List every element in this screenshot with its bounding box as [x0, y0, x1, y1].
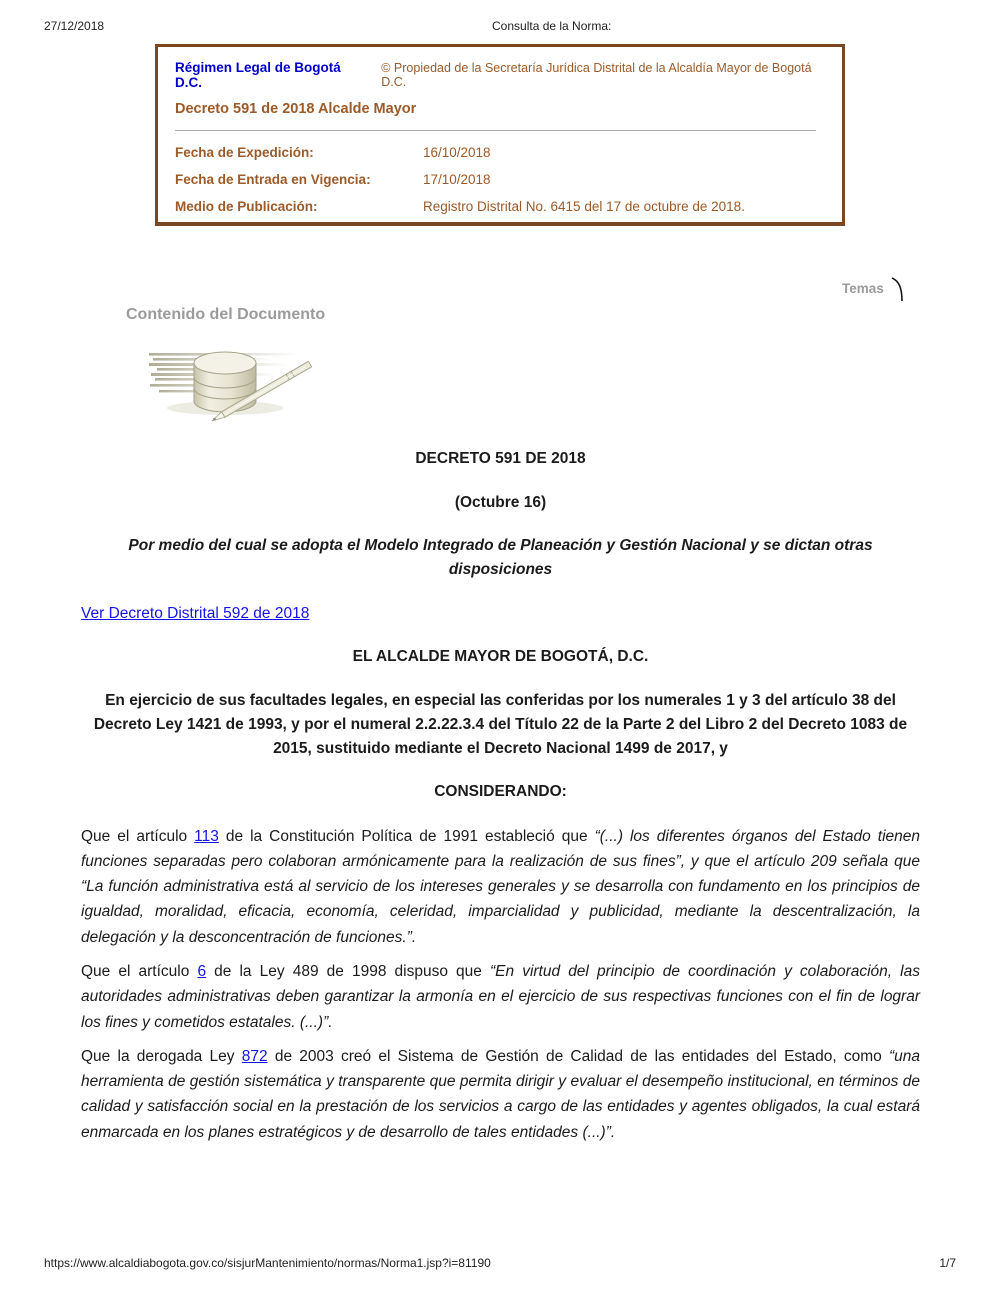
- field-value: Registro Distrital No. 6415 del 17 de octubre de 2018.: [423, 199, 745, 214]
- see-also-link[interactable]: Ver Decreto Distrital 592 de 2018: [81, 604, 310, 622]
- norm-title: Decreto 591 de 2018 Alcalde Mayor: [175, 101, 417, 117]
- decree-subject: Por medio del cual se adopta el Modelo Integrado de Planeación y Gestión Nacional y se dictan otras disposiciones: [128, 537, 873, 578]
- considering-paragraph-2: [81, 959, 920, 1035]
- temas-label: Temas: [842, 281, 884, 296]
- field-value: 16/10/2018: [423, 145, 491, 160]
- table-row: [175, 166, 816, 193]
- ley-872-link[interactable]: 872: [241, 1047, 268, 1065]
- considering-heading: CONSIDERANDO:: [434, 783, 567, 800]
- paragraph-text: de la Constitución Política de 1991 estableció que: [218, 827, 595, 845]
- document-body: [81, 447, 920, 1154]
- copyright-text: © Propiedad de la Secretaría Jurídica Distrital de la Alcaldía Mayor de Bogotá D.C.: [381, 61, 812, 89]
- quote-text: “(...) los diferentes órganos del Estado tienen funciones separadas pero colaboran armónicamente para la realización de sus fines”, y que el artículo 209 señala que “La función administrativa está al servicio de los intereses generales y se desarrolla con fundamento en los principios de igualdad, moralidad, eficacia, economía, celeridad, imparcialidad y publicidad, mediante la descentralización, la delegación y la desconcentración de funciones.”.: [81, 827, 920, 946]
- see-also-row: [81, 602, 920, 626]
- article-113-link[interactable]: 113: [194, 827, 219, 845]
- norm-info-box: [155, 44, 845, 226]
- considering-paragraph-1: [81, 824, 920, 950]
- info-box-header-row: [175, 60, 816, 90]
- article-6-link[interactable]: 6: [197, 962, 207, 980]
- table-row: [175, 139, 816, 166]
- print-footer-page: 1/7: [939, 1256, 956, 1270]
- decree-date: (Octubre 16): [454, 493, 547, 511]
- field-value: 17/10/2018: [423, 172, 491, 187]
- print-header-title: Consulta de la Norma:: [492, 19, 612, 33]
- regimen-legal-link[interactable]: Régimen Legal de Bogotá D.C.: [175, 60, 341, 90]
- decree-title: DECRETO 591 DE 2018: [415, 450, 586, 467]
- page-curl-icon: [891, 276, 904, 305]
- divider: [175, 130, 816, 131]
- paragraph-text: Que el artículo: [81, 962, 198, 980]
- powers-paragraph: En ejercicio de sus facultades legales, en especial las conferidas por los numerales 1 y 3 del artículo 38 del Decreto Ley 1421 de 1993, y por el numeral 2.2.22.3.4 del Título 22 de la Parte 2 del Libro 2 del Decreto 1083 de 2015, sustituido mediante el Decreto Nacional 1499 de 2017, y: [93, 691, 908, 757]
- field-label: Fecha de Entrada en Vigencia:: [175, 172, 371, 187]
- paragraph-text: de la Ley 489 de 1998 dispuso que: [206, 962, 490, 980]
- tab-contenido-label[interactable]: Contenido del Documento: [126, 306, 326, 323]
- paragraph-text: Que la derogada Ley: [81, 1047, 242, 1065]
- print-footer-url: https://www.alcaldiabogota.gov.co/sisjurMantenimiento/normas/Norma1.jsp?i=81190: [44, 1256, 491, 1270]
- considering-paragraph-3: [81, 1044, 920, 1145]
- tab-temas[interactable]: [842, 281, 904, 305]
- field-label: Fecha de Expedición:: [175, 145, 314, 160]
- quote-text: “En virtud del principio de coordinación y colaboración, las autoridades administrativas deben garantizar la armonía en el ejercicio de sus respectivas funciones con el fin de lograr los fines y cometidos estatales. (...)”.: [81, 962, 920, 1031]
- database-pencil-graphic: [137, 344, 333, 426]
- table-row: [175, 193, 816, 220]
- print-header-date: 27/12/2018: [44, 19, 105, 33]
- field-label: Medio de Publicación:: [175, 199, 318, 214]
- norm-fields: [175, 139, 816, 220]
- paragraph-text: de 2003 creó el Sistema de Gestión de Calidad de las entidades del Estado, como: [267, 1047, 889, 1065]
- quote-text: “una herramienta de gestión sistemática y transparente que permita dirigir y evaluar el desempeño institucional, en términos de calidad y satisfacción social en la prestación de los servicios a cargo de las entidades y agentes obligados, la cual estará enmarcada en los planes estratégicos y de desarrollo de tales entidades (...)”.: [81, 1047, 920, 1141]
- paragraph-text: Que el artículo: [81, 827, 195, 845]
- authority-heading: EL ALCALDE MAYOR DE BOGOTÁ, D.C.: [352, 648, 649, 665]
